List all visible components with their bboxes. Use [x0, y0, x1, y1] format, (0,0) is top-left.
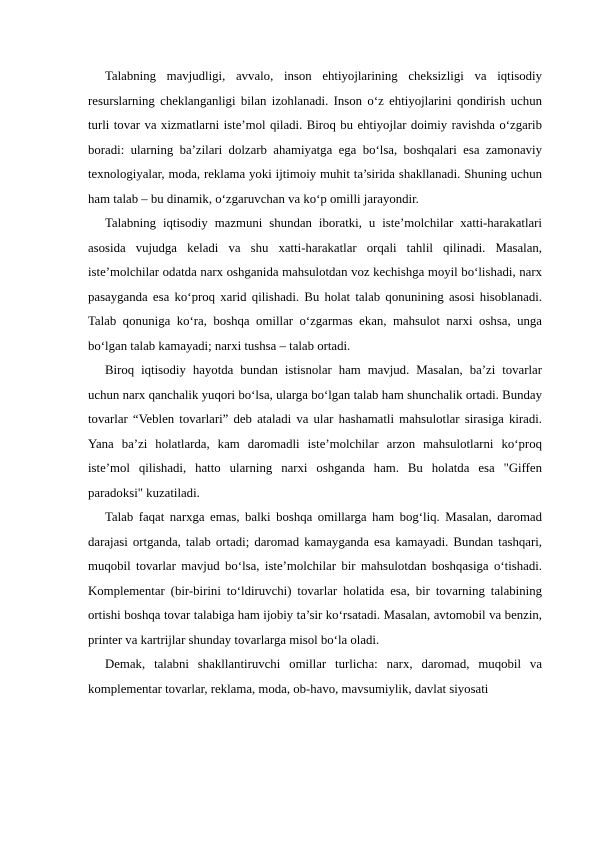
paragraph-iqtisodiy-mazmuni: Talabning iqtisodiy mazmuni shundan iboratki, u iste’molchilar xatti-harakatlari asosida vujudga keladi va shu xatti-harakatlar orqali tahlil qilinadi. Masalan, iste’molchilar odatda narx oshganida mahsulotdan voz kechishga moyil bo‘lishadi, narx pasayganda esa ko‘proq xarid qilishadi. Bu holat talab qonunining asosi hisoblanadi. Talab qonuniga ko‘ra, boshqa omillar o‘zgarmas ekan, mahsulot narxi oshsa, unga bo‘lgan talab kamayadi; narxi tushsa – talab ortadi.: [88, 216, 542, 353]
paragraph-omillar-turlicha: Demak, talabni shakllantiruvchi omillar turlicha: narx, daromad, muqobil va komplementar tovarlar, reklama, moda, ob-havo, mavsumiylik, davlat siyosati: [88, 657, 542, 696]
paragraph-boshqa-omillar: Talab faqat narxga emas, balki boshqa omillarga ham bog‘liq. Masalan, daromad darajasi ortganda, talab ortadi; daromad kamayganda esa kamayadi. Bundan tashqari, muqobil tovarlar mavjud bo‘lsa, iste’molchilar bir mahsulotdan boshqasiga o‘tishadi. Komplementar (bir-birini to‘ldiruvchi) tovarlar holatida esa, bir tovarning talabining ortishi boshqa tovar talabiga ham ijobiy ta’sir ko‘rsatadi. Masalan, avtomobil va benzin, printer va kartrijlar shunday tovarlarga misol bo‘la oladi.: [88, 510, 542, 647]
document-page: [88, 64, 542, 701]
paragraph-talab-mavjudligi: Talabning mavjudligi, avvalo, inson ehtiyojlarining cheksizligi va iqtisodiy resurslarning cheklanganligi bilan izohlanadi. Inson o‘z ehtiyojlarini qondirish uchun turli tovar va xizmatlarni iste’mol qiladi. Biroq bu ehtiyojlar doimiy ravishda o‘zgarib boradi: ularning ba’zilari dolzarb ahamiyatga ega bo‘lsa, boshqalari esa zamonaviy texnologiyalar, moda, reklama yoki ijtimoiy muhit ta’sirida shakllanadi. Shuning uchun ham talab – bu dinamik, o‘zgaruvchan va ko‘p omilli jarayondir.: [88, 69, 542, 206]
paragraph-istisnolar: Biroq iqtisodiy hayotda bundan istisnolar ham mavjud. Masalan, ba’zi tovarlar uchun narx qanchalik yuqori bo‘lsa, ularga bo‘lgan talab ham shunchalik ortadi. Bunday tovarlar “Veblen tovarlari” deb ataladi va ular hashamatli mahsulotlar sirasiga kiradi. Yana ba’zi holatlarda, kam daromadli iste’molchilar arzon mahsulotlarni ko‘proq iste’mol qilishadi, hatto ularning narxi oshganda ham. Bu holatda esa "Giffen paradoksi" kuzatiladi.: [88, 363, 542, 500]
